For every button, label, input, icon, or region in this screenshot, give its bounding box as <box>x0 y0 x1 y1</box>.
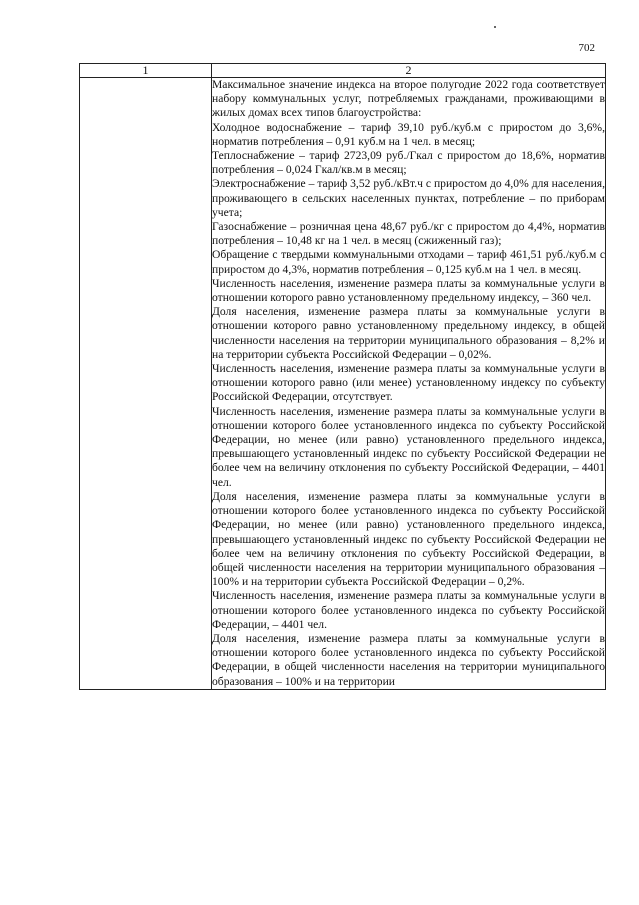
paragraph: Максимальное значение индекса на второе полугодие 2022 года соответствует набору коммунальных услуг, потребляемых гражданами, проживающими в жилых домах всех типов благоустройства: <box>212 78 605 120</box>
paragraph: Доля населения, изменение размера платы за коммунальные услуги в отношении которого более установленного индекса по субъекту Российской Федерации, но менее (или равно) установленного предельного индекса, превышающего установленный индекс по субъекту Российской Федерации не более чем на величину отклонения по субъекту Российской Федерации, в общей численности населения на территории муниципального образования – 100% и на территории субъекта Российской Федерации – 0,2%. <box>212 489 605 589</box>
column-1-header: 1 <box>80 64 212 78</box>
paragraph: Теплоснабжение – тариф 2723,09 руб./Гкал с приростом до 18,6%, норматив потребления – 0,024 Гкал/кв.м в месяц; <box>212 149 605 177</box>
paragraph: Численность населения, изменение размера платы за коммунальные услуги в отношении которого равно установленному предельному индексу, – 360 чел. <box>212 276 605 305</box>
empty-cell <box>80 78 212 690</box>
column-2-header: 2 <box>212 64 606 78</box>
table-body-row <box>80 78 606 690</box>
paragraph: Численность населения, изменение размера платы за коммунальные услуги в отношении которого более установленного индекса по субъекту Российской Федерации, – 4401 чел. <box>212 589 605 631</box>
paragraph: Газоснабжение – розничная цена 48,67 руб./кг с приростом до 4,4%, норматив потребления – 10,48 кг на 1 чел. в месяц (сжиженный газ); <box>212 220 605 248</box>
scan-speck <box>494 26 496 28</box>
paragraph: Доля населения, изменение размера платы за коммунальные услуги в отношении которого более установленного индекса по субъекту Российской Федерации, в общей численности населения на территории муниципального образования – 100% и на территории <box>212 631 605 688</box>
content-cell <box>212 78 606 690</box>
page-number: 702 <box>578 42 595 54</box>
paragraph: Электроснабжение – тариф 3,52 руб./кВт.ч с приростом до 4,0% для населения, проживающего в сельских населенных пунктах, потребление – по приборам учета; <box>212 177 605 219</box>
table-header-row <box>80 64 606 78</box>
paragraph: Численность населения, изменение размера платы за коммунальные услуги в отношении которого более установленного индекса по субъекту Российской Федерации, но менее (или равно) установленного предельного индекса, превышающего установленный индекс по субъекту Российской Федерации не более чем на величину отклонения по субъекту Российской Федерации, – 4401 чел. <box>212 404 605 489</box>
paragraph: Обращение с твердыми коммунальными отходами – тариф 461,51 руб./куб.м с приростом до 4,3%, норматив потребления – 0,125 куб.м на 1 чел. в месяц. <box>212 248 605 276</box>
paragraph: Доля населения, изменение размера платы за коммунальные услуги в отношении которого равно установленному предельному индексу, в общей численности населения на территории муниципального образования – 8,2% и на территории субъекта Российской Федерации – 0,02%. <box>212 305 605 361</box>
paragraph: Численность населения, изменение размера платы за коммунальные услуги в отношении которого равно (или менее) установленному индексу по субъекту Российской Федерации, отсутствует. <box>212 362 605 404</box>
paragraph: Холодное водоснабжение – тариф 39,10 руб./куб.м с приростом до 3,6%, норматив потребления – 0,91 куб.м на 1 чел. в месяц; <box>212 120 605 148</box>
document-table <box>79 63 606 690</box>
